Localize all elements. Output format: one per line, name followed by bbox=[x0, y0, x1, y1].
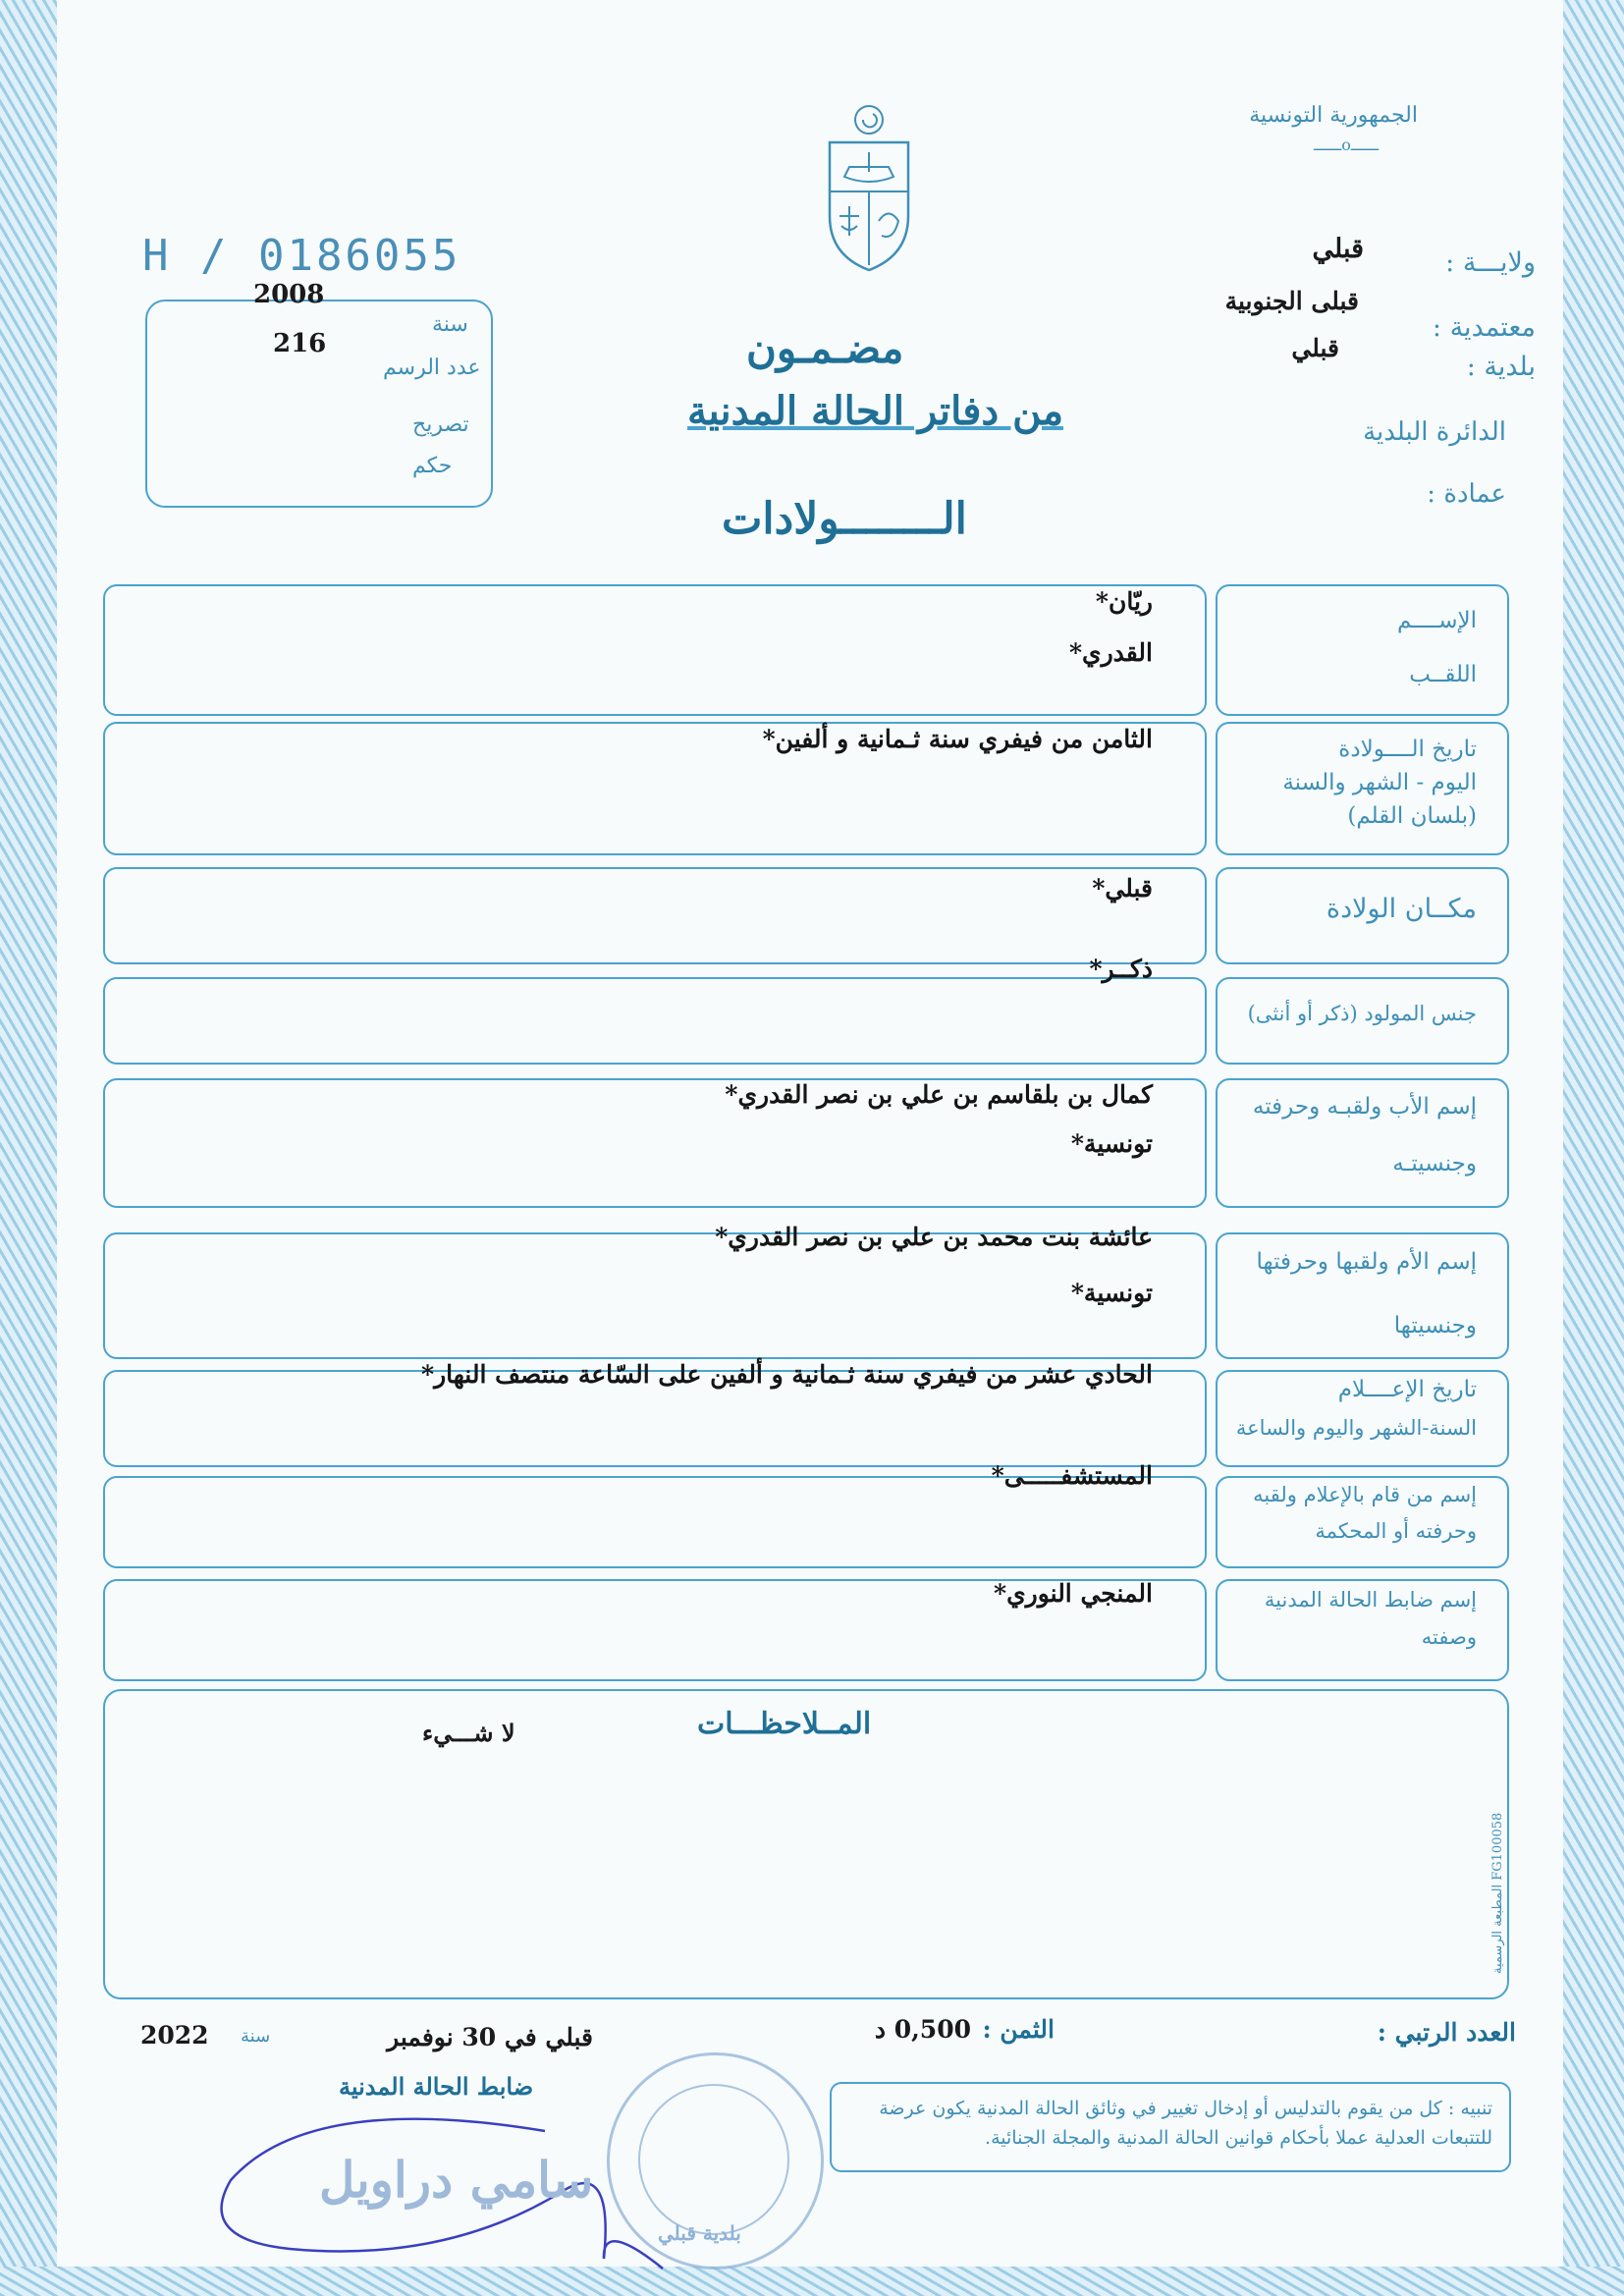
label-last-name: اللقــب bbox=[1409, 662, 1477, 687]
record-number-label: عدد الرسم bbox=[383, 355, 481, 380]
price-value: 0,500 د bbox=[874, 2015, 971, 2044]
price-label: الثمن : bbox=[982, 2015, 1055, 2044]
label-sex: جنس المولود (ذكر أو أنثى) bbox=[1247, 1002, 1477, 1025]
mutamadia-label: معتمدية : bbox=[1432, 312, 1536, 343]
label-father-nationality: وجنسيتـه bbox=[1392, 1151, 1477, 1176]
title-births: الــــــــولادات bbox=[722, 494, 967, 544]
title-registry: من دفاتر الحالة المدنية bbox=[687, 388, 1063, 434]
record-declaration-label: تصريح bbox=[412, 412, 469, 437]
label-birth-place: مكــان الولادة bbox=[1326, 894, 1477, 924]
serial-number: H / 0186055 bbox=[142, 231, 461, 281]
republic-name: الجمهورية التونسية bbox=[1249, 103, 1418, 128]
notes-title: المــلاحظـــات bbox=[697, 1707, 872, 1741]
mutamadia-value: قبلى الجنوبية bbox=[1224, 287, 1359, 315]
place-and-date: قبلي في 30 نوفمبر bbox=[387, 2023, 593, 2051]
label-first-name: الإســــم bbox=[1396, 608, 1477, 633]
label-officer-capacity: وصفته bbox=[1421, 1625, 1477, 1649]
tunisia-coat-of-arms-icon bbox=[815, 98, 923, 275]
record-year-value: 2008 bbox=[253, 280, 325, 309]
value-father-nationality: تونسية* bbox=[1070, 1129, 1153, 1158]
municipality-seal-inner-ring bbox=[638, 2084, 789, 2235]
notes-value: لا شـــيء bbox=[422, 1719, 515, 1747]
republic-ornament: ــــــoــــــ bbox=[1314, 136, 1379, 154]
value-officer: المنجي النوري* bbox=[994, 1579, 1153, 1608]
daira-label: الدائرة البلدية bbox=[1363, 417, 1506, 447]
label-mother: إسم الأم ولقبها وحرفتها bbox=[1256, 1249, 1477, 1275]
row-mother-value-box bbox=[103, 1232, 1207, 1359]
label-declaration-date: تاريخ الإعــــلام bbox=[1337, 1377, 1477, 1402]
value-declarant: المستشفـــــى* bbox=[991, 1461, 1153, 1490]
label-father: إسم الأب ولقبـه وحرفته bbox=[1252, 1094, 1477, 1120]
row-sex-value-box bbox=[103, 977, 1207, 1065]
label-birth-date-words: (بلسان القلم) bbox=[1347, 803, 1477, 829]
label-officer: إسم ضابط الحالة المدنية bbox=[1264, 1588, 1477, 1612]
value-sex: ذكــر* bbox=[1089, 955, 1153, 983]
left-ornamental-border bbox=[0, 0, 57, 2296]
value-last-name: القدري* bbox=[1068, 638, 1153, 667]
baladia-value: قبلي bbox=[1291, 334, 1339, 362]
wilaya-value: قبلي bbox=[1312, 234, 1364, 264]
seal-text: بلدية قبلي bbox=[658, 2221, 741, 2245]
label-birth-date: تاريخ الــــولادة bbox=[1338, 737, 1477, 762]
value-birth-date: الثامن من فيفري سنة ثـمانية و ألفين* bbox=[762, 725, 1153, 753]
order-number-label: العدد الرتبي : bbox=[1377, 2018, 1516, 2047]
label-mother-nationality: وجنسيتها bbox=[1393, 1313, 1477, 1339]
baladia-label: بلدية : bbox=[1466, 352, 1536, 382]
row-name-label-box bbox=[1216, 584, 1509, 716]
record-judgment-label: حكم bbox=[412, 454, 453, 478]
value-father-name: كمال بن بلقاسم بن علي بن نصر القدري* bbox=[725, 1080, 1153, 1109]
value-birth-place: قبلي* bbox=[1092, 874, 1153, 902]
right-ornamental-border bbox=[1563, 0, 1624, 2296]
title-madmoun: مضـمـون bbox=[746, 324, 904, 372]
record-number-value: 216 bbox=[273, 329, 327, 358]
footer-year-label: سنة bbox=[241, 2026, 271, 2047]
record-year-label: سنة bbox=[432, 312, 468, 337]
value-mother-nationality: تونسية* bbox=[1070, 1279, 1153, 1307]
officer-name-stamp: سامي دراويل bbox=[319, 2151, 594, 2209]
omada-label: عمادة : bbox=[1427, 479, 1506, 509]
wilaya-label: ولايـــة : bbox=[1445, 247, 1536, 278]
label-birth-date-format: اليوم - الشهر والسنة bbox=[1282, 770, 1477, 795]
printer-side-mark: المطبعة الرسمية FG100058 bbox=[1490, 1812, 1505, 1974]
label-declarant-profession: وحرفته أو المحكمة bbox=[1315, 1519, 1477, 1543]
value-declaration-date: الحادي عشر من فيفري سنة ثـمانية و ألفين على السّاعة منتصف النهار* bbox=[421, 1360, 1153, 1389]
label-declarant: إسم من قام بالإعلام ولقبه bbox=[1253, 1483, 1477, 1506]
row-name-value-box bbox=[103, 584, 1207, 716]
row-birthplace-value-box bbox=[103, 867, 1207, 964]
value-mother-name: عائشة بنت محمد بن علي بن نصر القدري* bbox=[715, 1223, 1153, 1251]
row-declarant-value-box bbox=[103, 1476, 1207, 1568]
warning-text: تنبيه : كل من يقوم بالتدليس أو إدخال تغيير في وثائق الحالة المدنية يكون عرضة للتتبعات العدلية عملا بأحكام قوانين الحالة المدنية والمجلة الجنائية. bbox=[879, 2098, 1492, 2150]
officer-title: ضابط الحالة المدنية bbox=[339, 2072, 534, 2101]
label-declaration-date-format: السنة-الشهر واليوم والساعة bbox=[1235, 1416, 1477, 1440]
value-first-name: ريّان* bbox=[1095, 587, 1153, 616]
footer-year-value: 2022 bbox=[140, 2021, 209, 2050]
